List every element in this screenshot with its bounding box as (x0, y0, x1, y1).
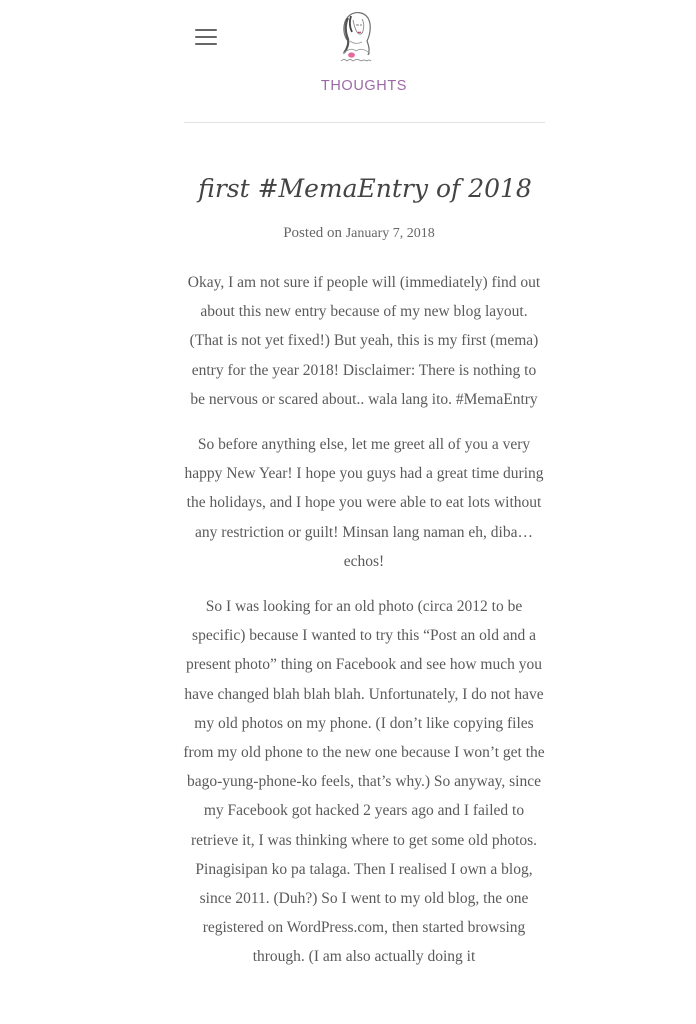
post-meta (180, 222, 538, 245)
post-paragraph: So I was looking for an old photo (circa 2012 to be specific) because I wanted to try this “Post an old and a present photo” thing on Facebook and see how much you have changed blah blah blah. Unfortunately, I do not have my old photos on my phone. (I don’t like copying files from my old phone to the new one because I won’t get the bago-yung-phone-ko feels, that’s why.) So anyway, since my Facebook got hacked 2 years ago and I failed to retrieve it, I was thinking where to get some old photos. Pinagisipan ko pa talaga. Then I realised I own a blog, since 2011. (Duh?) So I went to my old blog, the one registered on WordPress.com, then started browsing through. (I am also actually doing it (183, 598, 545, 966)
site-header (0, 0, 696, 124)
girl-sketch-logo-icon[interactable] (333, 8, 379, 64)
nav-link-thoughts[interactable]: THOUGHTS (320, 78, 408, 94)
post-paragraph: So before anything else, let me greet all of you a very happy New Year! I hope you guys had a great time during the holidays, and I hope you were able to eat lots without any restriction or guilt! Minsan lang naman eh, diba… echos! (184, 436, 544, 570)
header-divider (184, 122, 545, 123)
posted-on-label: Posted on (283, 225, 342, 241)
post-title[interactable]: first #MemaEntry of 2018 (198, 174, 532, 203)
post-paragraph: Okay, I am not sure if people will (immediately) find out about this new entry because of my new blog layout. (That is not yet fixed!) But yeah, this is my first (mema) entry for the year 2018! Disclaimer: There is nothing to be nervous or scared about.. wala lang ito. #MemaEntry (187, 274, 541, 408)
post-body (183, 268, 545, 988)
post-date[interactable]: January 7, 2018 (345, 226, 435, 241)
hamburger-menu-icon[interactable] (190, 24, 222, 50)
